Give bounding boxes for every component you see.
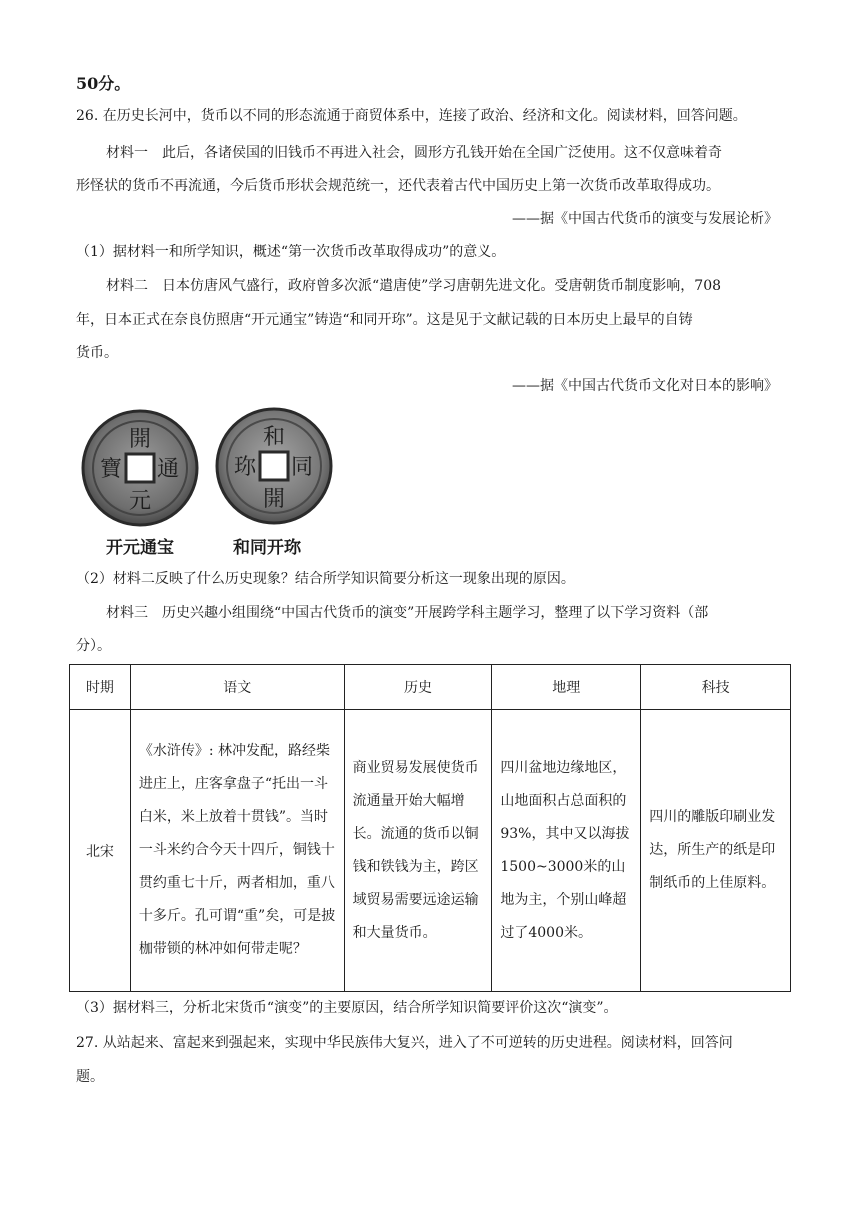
material2-line2: 年，日本正式在奈良仿照唐“开元通宝”铸造“和同开珎”。这是见于文献记载的日本历史上最早的自铸 [76, 312, 693, 328]
cell-geography-wrap [492, 710, 641, 992]
table-header-row [70, 665, 791, 710]
score-note: 50分。 [76, 74, 131, 93]
material1-line1: 材料一 此后，各诸侯国的旧钱币不再进入社会，圆形方孔钱开始在全国广泛使用。这不仅意味着奇 [106, 145, 722, 161]
header-chinese: 语文 [130, 665, 344, 710]
sub-question-2: （2）材料二反映了什么历史现象？结合所学知识简要分析这一现象出现的原因。 [76, 571, 575, 587]
cell-history: 商业贸易发展使货币流通量开始大幅增长。流通的货币以铜钱和铁钱为主，跨区域贸易需要远途运输和大量货币。 [352, 759, 479, 941]
header-history: 历史 [344, 665, 492, 710]
cell-history-wrap [344, 710, 492, 992]
material2-source: ——据《中国古代货币文化对日本的影响》 [512, 378, 778, 394]
coin1-char-bottom: 元 [128, 489, 152, 514]
coin2-char-left: 珎 [233, 455, 257, 480]
cell-tech: 四川的雕版印刷业发达，所生产的纸是印制纸币的上佳原料。 [649, 809, 776, 891]
sub-question-3: （3）据材料三，分析北宋货币“演变”的主要原因，结合所学知识简要评价这次“演变”。 [76, 1000, 618, 1016]
material3-line2: 分）。 [76, 638, 111, 654]
cell-geography: 四川盆地边缘地区，山地面积占总面积的93%，其中又以海拔1500~3000米的山地为主，个别山峰超过了4000米。 [500, 759, 630, 941]
study-material-table [69, 664, 791, 992]
header-geography: 地理 [492, 665, 641, 710]
coin1-char-right: 通 [156, 457, 180, 482]
coin2-char-bottom: 開 [262, 487, 286, 512]
q27-line2: 题。 [76, 1069, 104, 1085]
q26-stem: 26. 在历史长河中，货币以不同的形态流通于商贸体系中，连接了政治、经济和文化。阅读材料，回答问题。 [76, 108, 747, 124]
coin-wadokaichin-image [214, 406, 334, 526]
coin-kaiyuan-caption: 开元通宝 [106, 538, 174, 558]
material2-line1: 材料二 日本仿唐风气盛行，政府曾多次派“遣唐使”学习唐朝先进文化。受唐朝货币制度影响，708 [106, 278, 722, 294]
coin2-char-top: 和 [262, 425, 286, 450]
coin1-char-left: 寶 [99, 457, 123, 482]
table-row [70, 710, 791, 992]
header-technology: 科技 [641, 665, 791, 710]
coin1-char-top: 開 [128, 427, 152, 452]
material1-line2: 形怪状的货币不再流通，今后货币形状会规范统一，还代表着古代中国历史上第一次货币改革取得成功。 [76, 178, 720, 194]
sub-question-1: （1）据材料一和所学知识，概述“第一次货币改革取得成功”的意义。 [76, 244, 506, 260]
cell-chinese-wrap [130, 710, 344, 992]
cell-tech-wrap [641, 710, 791, 992]
cell-period: 北宋 [70, 710, 131, 992]
material3-line1: 材料三 历史兴趣小组围绕“中国古代货币的演变”开展跨学科主题学习，整理了以下学习资料（部 [106, 605, 709, 621]
material1-source: ——据《中国古代货币的演变与发展论析》 [512, 211, 778, 227]
coin2-char-right: 同 [290, 455, 314, 480]
material2-line3: 货币。 [76, 345, 118, 361]
cell-chinese: 《水浒传》: 林冲发配，路经柴进庄上，庄客拿盘子“托出一斗白米，米上放着十贯钱”。当时一斗米约合今天十四斤，铜钱十贯约重七十斤，两者相加，重八十多斤。孔可谓“重”矣，可是披枷带锁的林冲如何带走呢？ [138, 743, 336, 957]
coin-kaiyuan-image [80, 408, 200, 528]
coin-wadokaichin-caption: 和同开珎 [233, 538, 301, 558]
q27-line1: 27. 从站起来、富起来到强起来，实现中华民族伟大复兴，进入了不可逆转的历史进程。阅读材料，回答问 [76, 1035, 733, 1051]
header-period: 时期 [70, 665, 131, 710]
